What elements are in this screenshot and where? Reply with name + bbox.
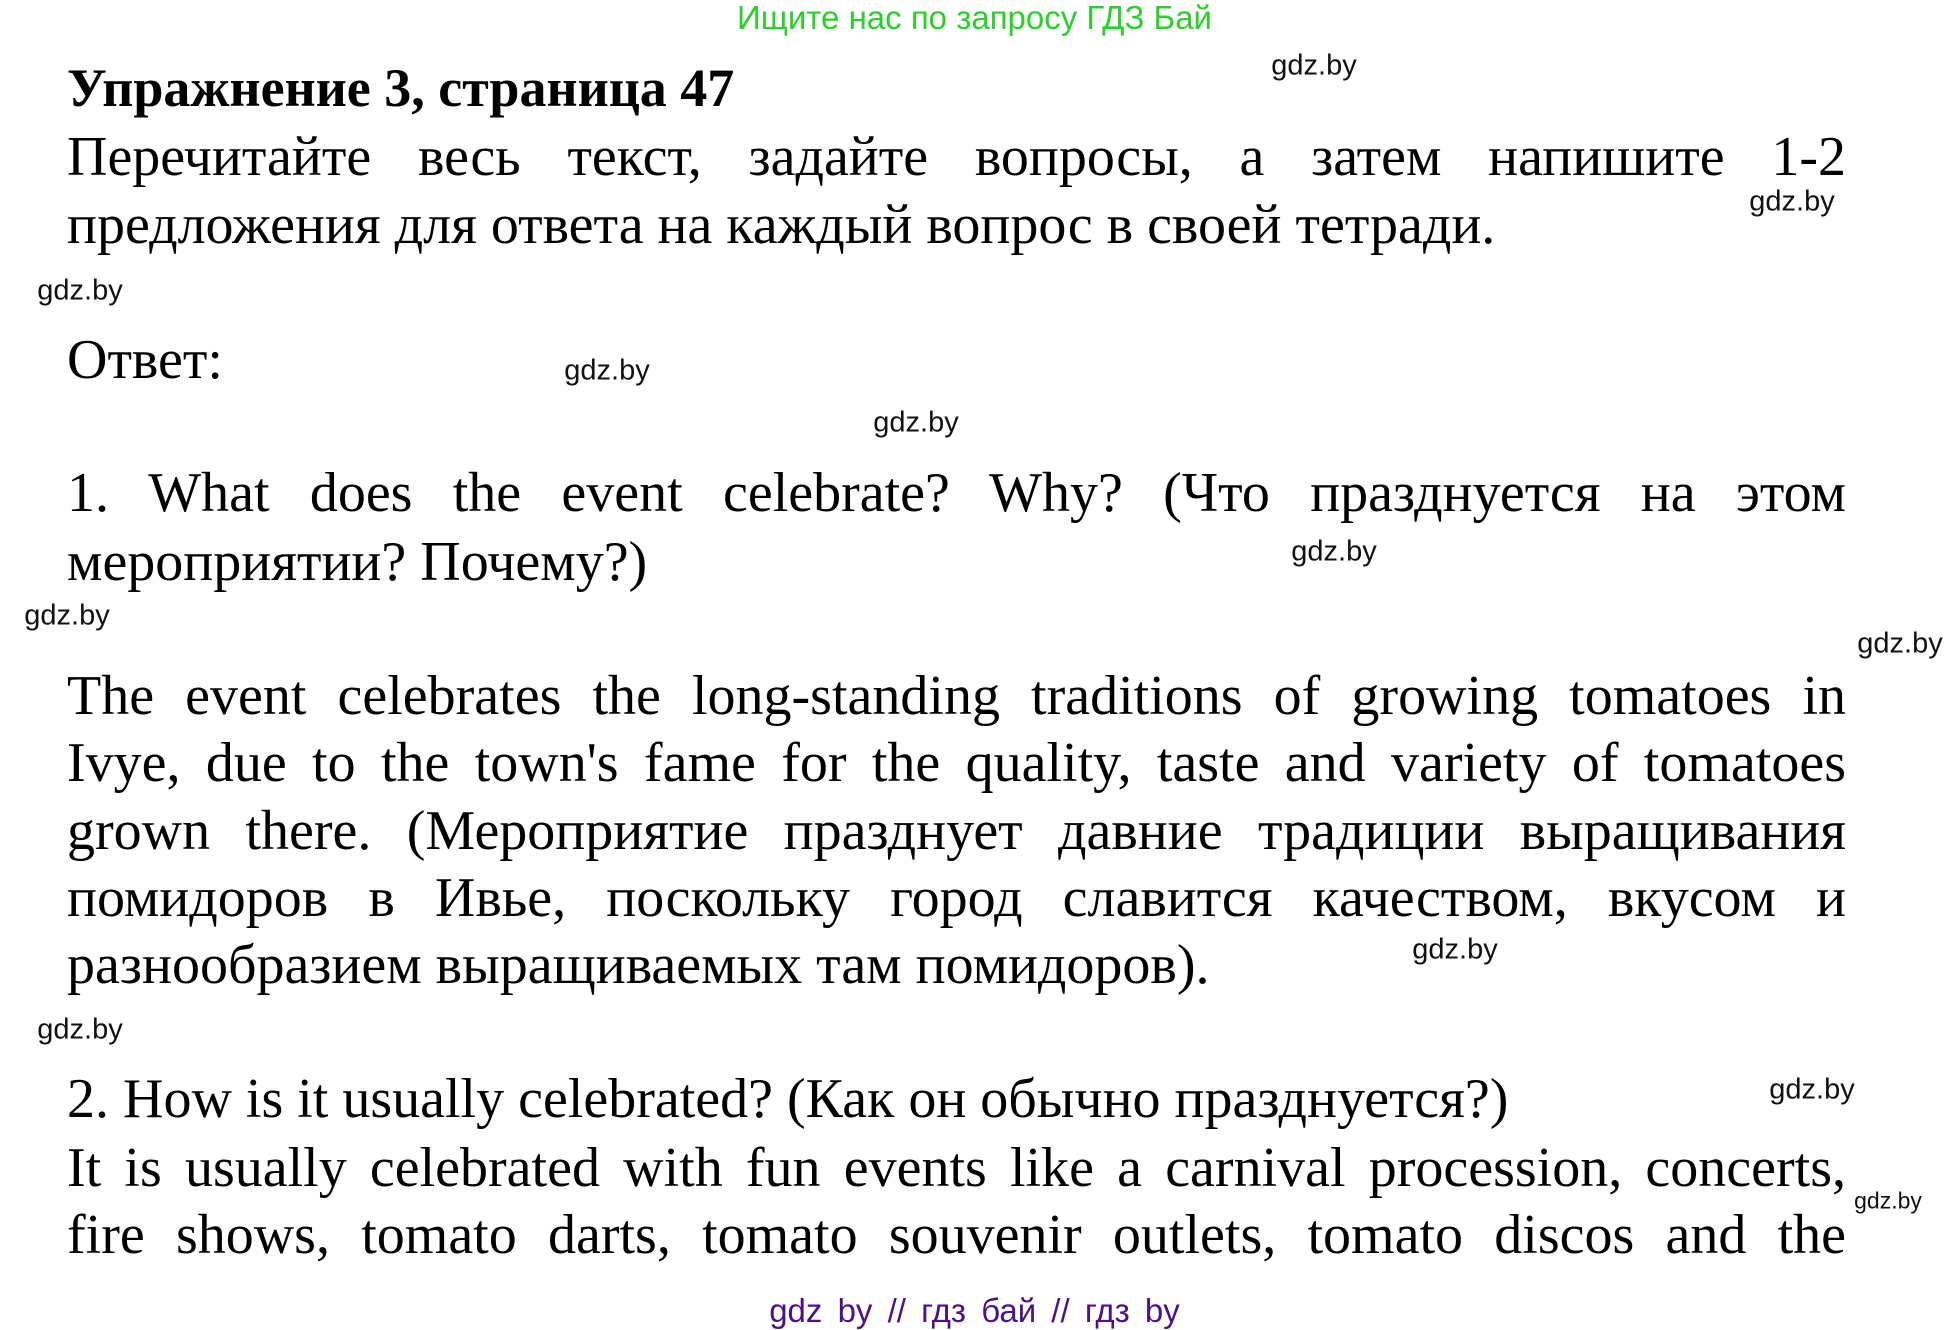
- watermark: gdz.by: [873, 406, 959, 439]
- watermark: gdz.by: [1857, 627, 1943, 660]
- answer-1-line: разнообразием выращиваемых там помидоров).: [67, 934, 1210, 996]
- watermark: gdz.by: [1412, 933, 1498, 966]
- watermark: gdz.by: [564, 354, 650, 387]
- question-1-line: мероприятии? Почему?): [67, 531, 648, 593]
- answer-1-line: grown there. (Мероприятие празднует давние традиции выращивания: [67, 800, 1846, 862]
- question-1-line: 1. What does the event celebrate? Why? (Что празднуется на этом: [67, 462, 1846, 524]
- watermark: gdz.by: [37, 1013, 123, 1046]
- watermark: gdz.by: [1769, 1073, 1855, 1106]
- instruction-line: Перечитайте весь текст, задайте вопросы, а затем напишите 1-2: [67, 126, 1846, 188]
- watermark: gdz.by: [1749, 185, 1835, 218]
- answer-1-line: помидоров в Ивье, поскольку город славится качеством, вкусом и: [67, 867, 1846, 929]
- watermark: gdz.by: [24, 599, 110, 632]
- page-title: Упражнение 3, страница 47: [67, 58, 735, 118]
- search-banner: Ищите нас по запросу ГДЗ Бай: [737, 0, 1212, 36]
- answer-2-line: fire shows, tomato darts, tomato souvenir outlets, tomato discos and the: [67, 1204, 1846, 1266]
- answer-1-line: The event celebrates the long-standing traditions of growing tomatoes in: [67, 665, 1846, 727]
- watermark: gdz.by: [1291, 535, 1377, 568]
- instruction-line: предложения для ответа на каждый вопрос в своей тетради.: [67, 194, 1496, 256]
- answer-2-line: It is usually celebrated with fun events like a carnival procession, concerts,: [67, 1137, 1846, 1199]
- question-2: 2. How is it usually celebrated? (Как он обычно празднуется?): [67, 1068, 1509, 1130]
- footer-links: gdz by // гдз бай // гдз by: [769, 1292, 1180, 1329]
- answer-label: Ответ:: [67, 329, 223, 391]
- watermark: gdz.by: [1854, 1187, 1922, 1214]
- answer-1-line: Ivye, due to the town's fame for the quality, taste and variety of tomatoes: [67, 732, 1846, 794]
- watermark: gdz.by: [1271, 49, 1357, 82]
- watermark: gdz.by: [37, 274, 123, 307]
